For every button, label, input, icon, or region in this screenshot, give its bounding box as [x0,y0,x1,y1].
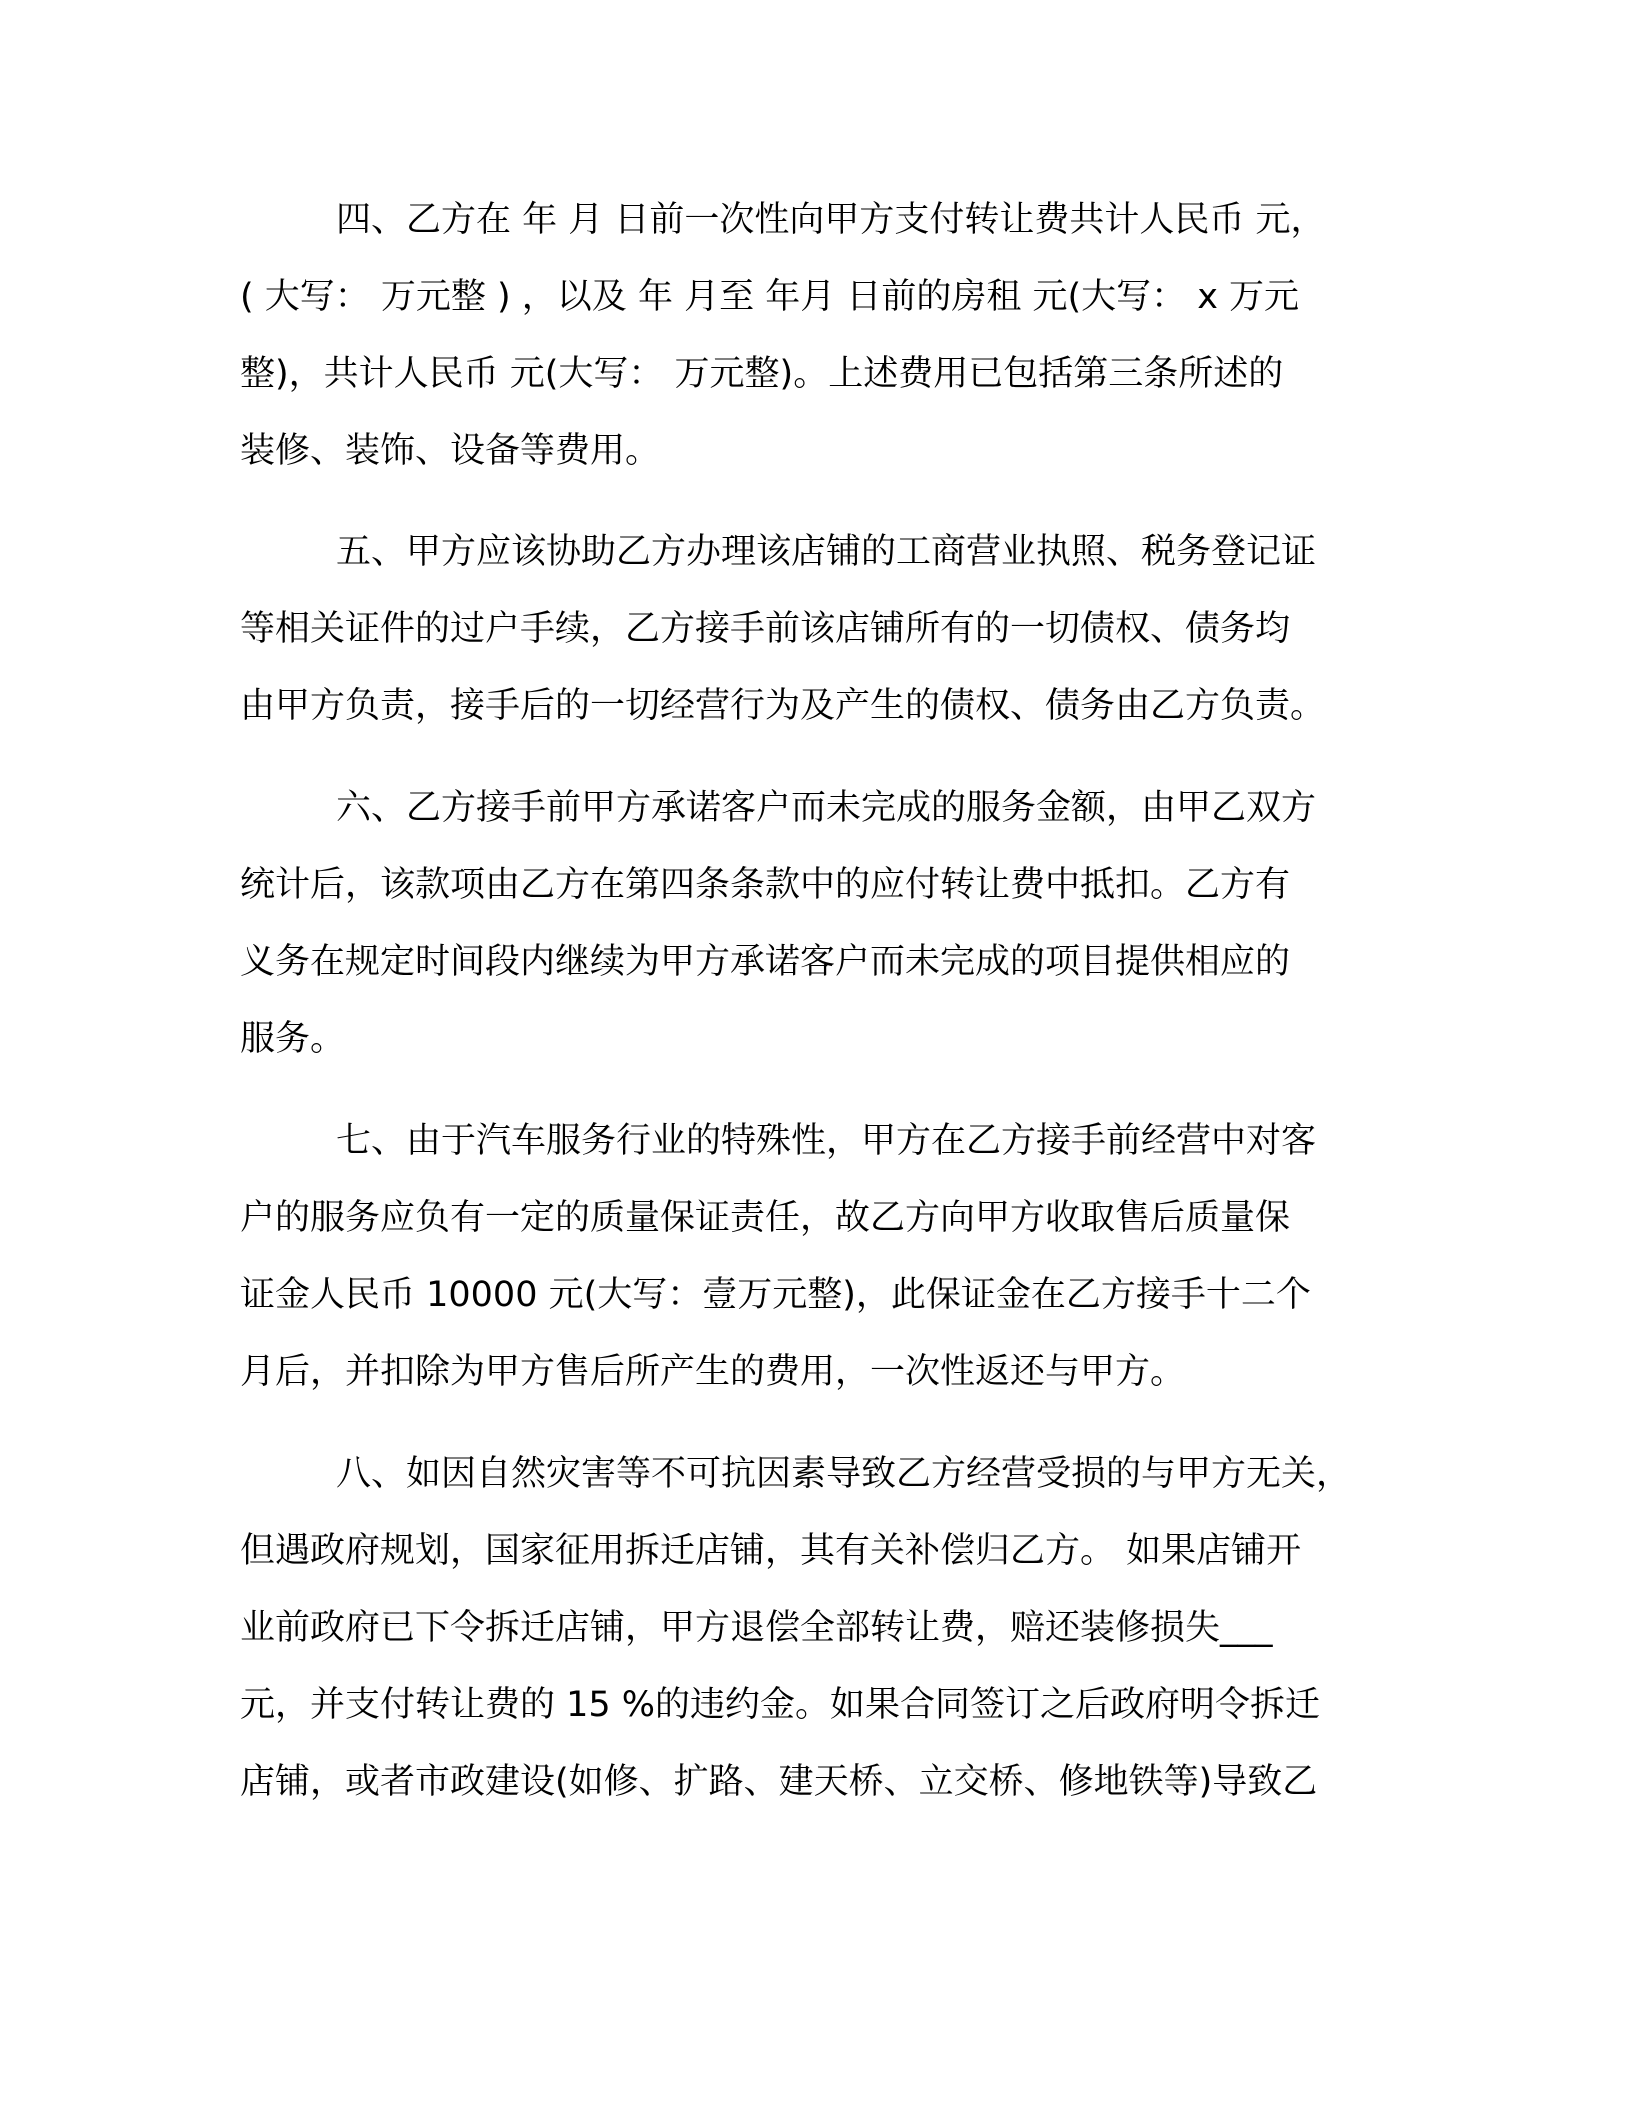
clause-6-paragraph [240,770,1410,1078]
clause-5-line: 等相关证件的过户手续，乙方接手前该店铺所有的一切债权、债务均 [240,609,1291,649]
clause-7-line: 户的服务应负有一定的质量保证责任，故乙方向甲方收取售后质量保 [240,1198,1291,1238]
clause-4-line: ( 大写： 万元整 ) ，以及 年 月至 年月 日前的房租 元(大写： x 万元 [240,277,1300,317]
clause-6-line: 统计后，该款项由乙方在第四条条款中的应付转让费中抵扣。乙方有 [240,865,1291,905]
clause-6-line: 服务。 [240,1019,346,1059]
clause-5-paragraph [240,514,1410,745]
clause-6-line: 义务在规定时间段内继续为甲方承诺客户而未完成的项目提供相应的 [240,942,1291,982]
clause-8-paragraph [240,1436,1410,1821]
clause-6-line: 六、乙方接手前甲方承诺客户而未完成的服务金额，由甲乙双方 [336,788,1317,828]
clause-8-line: 业前政府已下令拆迁店铺，甲方退偿全部转让费，赔还装修损失___ [240,1608,1273,1648]
clause-8-line: 但遇政府规划，国家征用拆迁店铺，其有关补偿归乙方。 如果店铺开 [240,1531,1302,1571]
clause-4-line: 四、乙方在 年 月 日前一次性向甲方支付转让费共计人民币 元， [336,200,1326,240]
clause-8-line: 店铺，或者市政建设(如修、扩路、建天桥、立交桥、修地铁等)导致乙 [240,1762,1318,1802]
clause-7-paragraph [240,1103,1410,1411]
clause-8-line: 元，并支付转让费的 15 %的违约金。如果合同签订之后政府明令拆迁 [240,1685,1321,1725]
clause-7-line: 证金人民币 10000 元(大写：壹万元整)，此保证金在乙方接手十二个 [240,1275,1311,1315]
clause-4-line: 整)，共计人民币 元(大写： 万元整)。上述费用已包括第三条所述的 [240,354,1284,394]
clause-4-paragraph [240,182,1410,490]
clause-5-line: 由甲方负责，接手后的一切经营行为及产生的债权、债务由乙方负责。 [240,686,1326,726]
clause-7-line: 月后，并扣除为甲方售后所产生的费用，一次性返还与甲方。 [240,1352,1186,1392]
clause-7-line: 七、由于汽车服务行业的特殊性，甲方在乙方接手前经营中对客 [336,1121,1317,1161]
clause-8-line: 八、如因自然灾害等不可抗因素导致乙方经营受损的与甲方无关， [336,1454,1352,1494]
clause-4-line: 装修、装饰、设备等费用。 [240,431,661,471]
clause-5-line: 五、甲方应该协助乙方办理该店铺的工商营业执照、税务登记证 [336,532,1317,572]
